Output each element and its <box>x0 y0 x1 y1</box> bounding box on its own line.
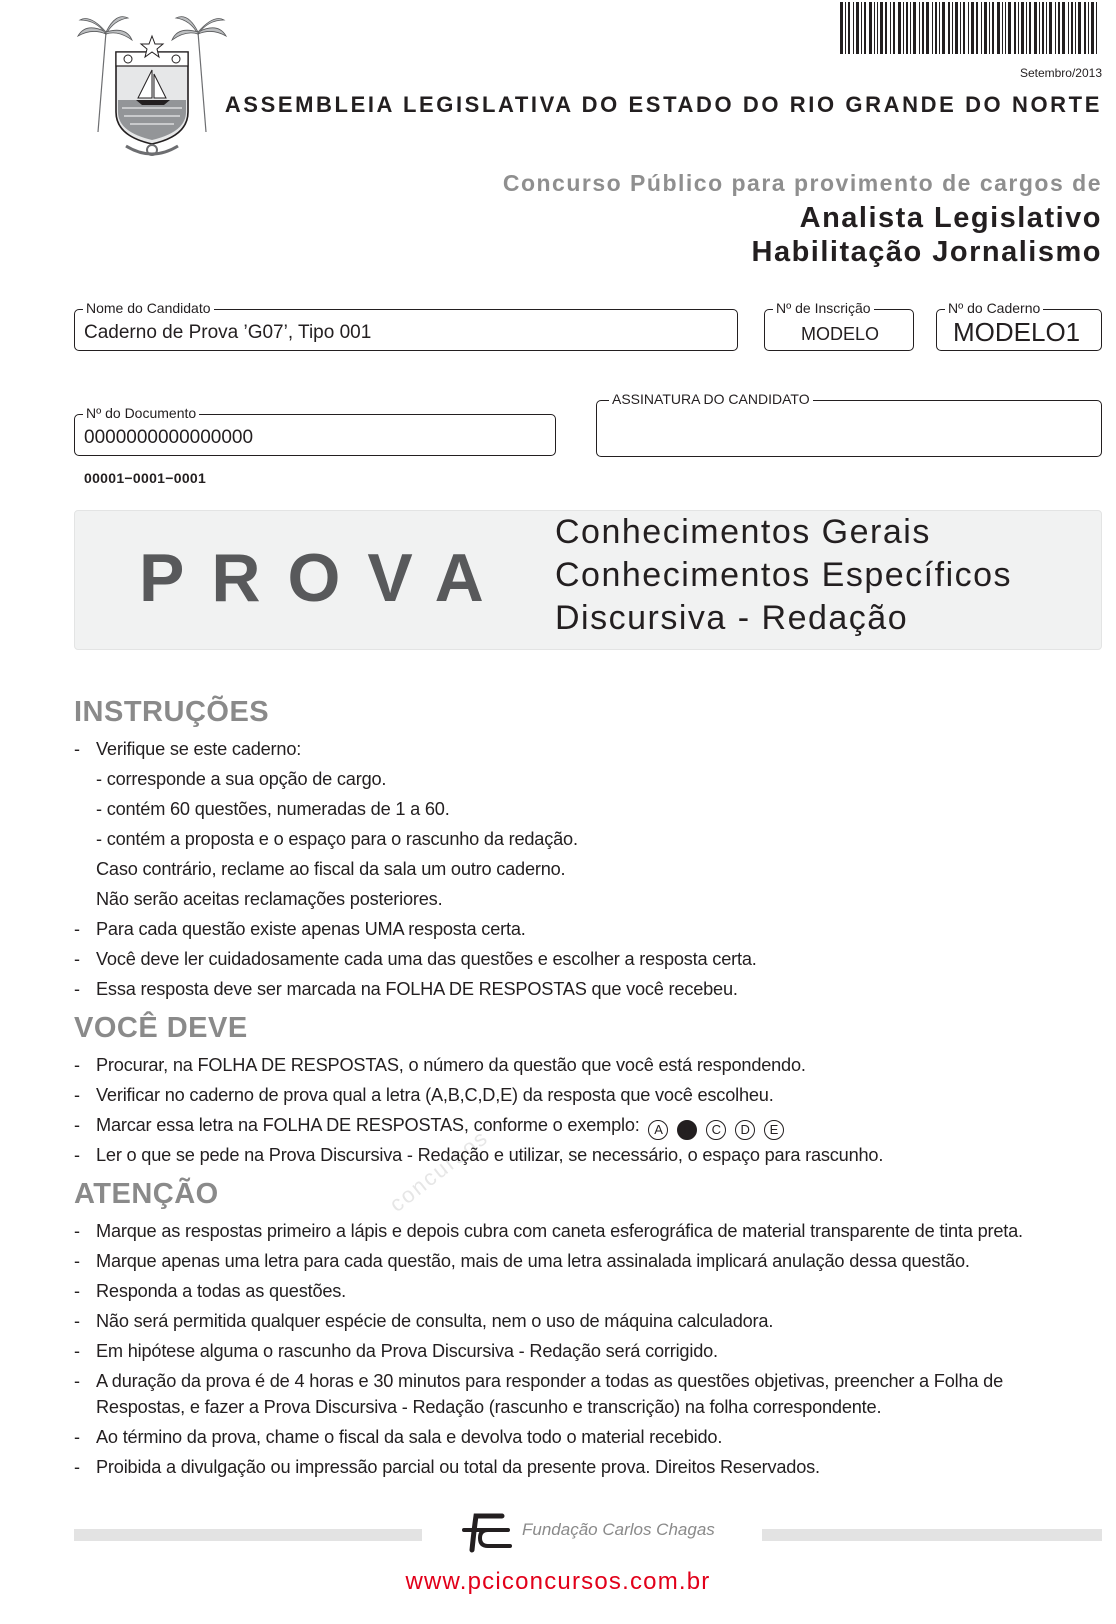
cargo-title: Analista Legislativo <box>799 202 1102 234</box>
instruction-line: Você deve ler cuidadosamente cada uma das questões e escolher a resposta certa. <box>96 949 757 969</box>
instruction-line: A duração da prova é de 4 horas e 30 minutos para responder a todas as questões objetivas, preencher a Folha de <box>96 1371 1003 1391</box>
discipline-item: Discursiva - Redação <box>555 599 909 637</box>
instruction-subline: Caso contrário, reclame ao fiscal da sala um outro caderno. <box>96 859 566 879</box>
instruction-subline: - corresponde a sua opção de cargo. <box>96 769 387 789</box>
exam-date: Setembro/2013 <box>1019 66 1102 80</box>
barcode <box>840 2 1102 54</box>
candidate-name-label: Nome do Candidato <box>83 300 214 316</box>
bullet-dash: - <box>74 1311 80 1331</box>
bullet-dash: - <box>74 1145 80 1165</box>
instruction-line: Em hipótese alguma o rascunho da Prova Discursiva - Redação será corrigido. <box>96 1341 718 1361</box>
instruction-line: Marque as respostas primeiro a lápis e depois cubra com caneta esferográfica de material transparente de tinta preta. <box>96 1221 1023 1241</box>
footer-rule-left <box>74 1529 422 1541</box>
instruction-subline: Não serão aceitas reclamações posteriores. <box>96 889 443 909</box>
discipline-item: Conhecimentos Específicos <box>555 556 1013 594</box>
answer-bubble-e: E <box>764 1120 784 1140</box>
bullet-dash: - <box>74 979 80 999</box>
bullet-dash: - <box>74 1281 80 1301</box>
candidate-code: 00001−0001−0001 <box>84 470 207 486</box>
instruction-line: Proibida a divulgação ou impressão parcial ou total da presente prova. Direitos Reservados. <box>96 1457 820 1477</box>
instruction-subline: - contém a proposta e o espaço para o rascunho da redação. <box>96 829 578 849</box>
bullet-dash: - <box>74 1085 80 1105</box>
bullet-dash: - <box>74 1251 80 1271</box>
fcc-logo-icon <box>458 1510 514 1556</box>
instruction-line: Responda a todas as questões. <box>96 1281 347 1301</box>
coat-of-arms-logo <box>76 12 228 160</box>
bullet-dash: - <box>74 1427 80 1447</box>
instructions-heading: INSTRUÇÕES <box>74 696 270 728</box>
bullet-dash: - <box>74 1221 80 1241</box>
instruction-line: Ao término da prova, chame o fiscal da sala e devolva todo o material recebido. <box>96 1427 723 1447</box>
registration-number-label: Nº de Inscrição <box>773 300 874 316</box>
bullet-dash: - <box>74 1371 80 1391</box>
example-line <box>96 1114 784 1140</box>
document-number-field[interactable] <box>74 405 556 456</box>
bullet-dash: - <box>74 949 80 969</box>
instruction-subline: - contém 60 questões, numeradas de 1 a 60. <box>96 799 450 819</box>
contest-subtitle: Concurso Público para provimento de cargos de <box>502 170 1102 196</box>
registration-number-field[interactable] <box>764 300 914 351</box>
booklet-number-field[interactable] <box>936 300 1102 351</box>
document-number-value: 0000000000000000 <box>84 427 254 448</box>
instruction-line: Marcar essa letra na FOLHA DE RESPOSTAS, conforme o exemplo: <box>96 1115 640 1135</box>
atencao-heading: ATENÇÃO <box>74 1178 219 1210</box>
instruction-line: Procurar, na FOLHA DE RESPOSTAS, o número da questão que você está respondendo. <box>96 1055 806 1075</box>
discipline-item: Conhecimentos Gerais <box>555 513 931 551</box>
institution-name: ASSEMBLEIA LEGISLATIVA DO ESTADO DO RIO GRANDE DO NORTE <box>224 92 1102 117</box>
answer-bubble-a: A <box>648 1120 668 1140</box>
instruction-line-continuation: Respostas, e fazer a Prova Discursiva - Redação (rascunho e transcrição) na folha correspondente. <box>96 1397 882 1417</box>
booklet-number-label: Nº do Caderno <box>945 300 1043 316</box>
instruction-line: Verifique se este caderno: <box>96 739 302 759</box>
instruction-line: Ler o que se pede na Prova Discursiva - Redação e utilizar, se necessário, o espaço para rascunho. <box>96 1145 884 1165</box>
bullet-dash: - <box>74 739 80 759</box>
document-number-label: Nº do Documento <box>83 405 199 421</box>
footer-rule-right <box>762 1529 1102 1541</box>
prova-label: PROVA <box>139 540 511 616</box>
website-link[interactable]: www.pciconcursos.com.br <box>405 1568 711 1595</box>
cargo-habilitation: Habilitação Jornalismo <box>751 236 1102 268</box>
booklet-number-value: MODELO1 <box>953 317 1081 347</box>
instruction-line: Para cada questão existe apenas UMA resposta certa. <box>96 919 526 939</box>
signature-field[interactable] <box>596 391 1102 457</box>
candidate-name-field[interactable] <box>74 300 738 351</box>
instruction-line: Marque apenas uma letra para cada questão, mais de uma letra assinalada implicará anulação dessa questão. <box>96 1251 970 1271</box>
fcc-name: Fundação Carlos Chagas <box>522 1520 715 1539</box>
bullet-dash: - <box>74 919 80 939</box>
bullet-dash: - <box>74 1457 80 1477</box>
answer-bubble-c: C <box>706 1120 726 1140</box>
answer-bubble-d: D <box>735 1120 755 1140</box>
watermark-text: concursos <box>384 1124 494 1217</box>
instruction-line: Essa resposta deve ser marcada na FOLHA DE RESPOSTAS que você recebeu. <box>96 979 738 999</box>
voce-deve-heading: VOCÊ DEVE <box>74 1012 248 1044</box>
bullet-dash: - <box>74 1341 80 1361</box>
instruction-line: Verificar no caderno de prova qual a letra (A,B,C,D,E) da resposta que você escolheu. <box>96 1085 774 1105</box>
candidate-name-value: Caderno de Prova ’G07’, Tipo 001 <box>84 322 372 343</box>
instruction-line: Não será permitida qualquer espécie de consulta, nem o uso de máquina calculadora. <box>96 1311 774 1331</box>
bullet-dash: - <box>74 1055 80 1075</box>
bullet-dash: - <box>74 1115 80 1135</box>
exam-banner <box>74 510 1102 650</box>
registration-number-value: MODELO <box>800 324 879 344</box>
signature-label: ASSINATURA DO CANDIDATO <box>609 391 813 407</box>
answer-bubble-b-filled: B <box>677 1120 697 1140</box>
